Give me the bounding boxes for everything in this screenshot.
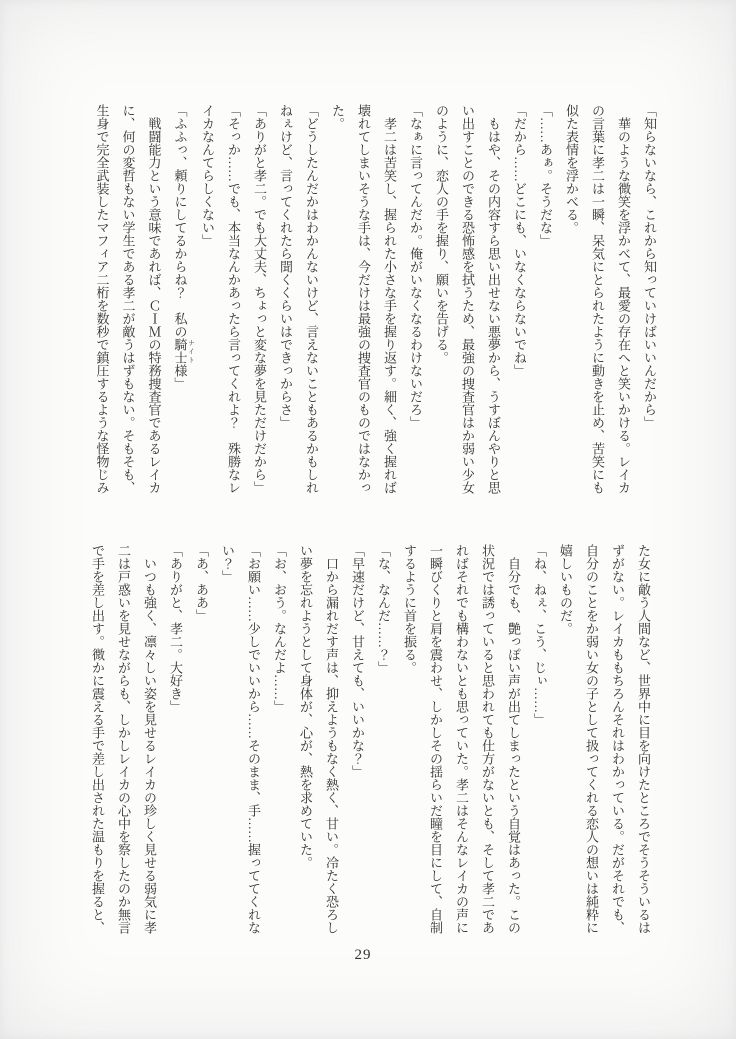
text-line: た。	[330, 104, 345, 130]
text-line: 「知らないなら、これから知っていけばいいんだから」	[642, 104, 657, 429]
text-line: 「なぁに言ってんだか。俺がいなくなるわけないだろ」	[408, 104, 423, 429]
text-line: 「ふふっ、頼りにしてるからね？ 私の騎士 ナイト様」	[172, 104, 194, 390]
text-block-bottom	[84, 544, 656, 940]
text-line: 「だから……どこにも、いなくならないでね」	[512, 104, 527, 377]
text-line: 似た表情を浮かべる。	[564, 104, 579, 234]
text-line: 自分でも、艶っぽい声が出てしまったという自覚はあった。この	[506, 544, 521, 934]
text-line: 嬉しいものだ。	[558, 544, 573, 635]
text-line: 壊れてしまいそうな手は、今だけは最強の捜査官のものではなかっ	[356, 104, 371, 494]
text-line: 口から漏れだす声は、抑えようもなく熱く、甘い。冷たく恐ろし	[324, 544, 339, 934]
text-line: するように首を振る。	[402, 544, 417, 674]
text-line: い出すことのできる恐怖感を拭うため、最強の捜査官はか弱い少女	[460, 104, 475, 494]
text-line: の言葉に孝二は一瞬、呆気にとられたように動きを止め、苦笑にも	[590, 104, 605, 494]
text-line: 生身で完全武装したマフィア二桁を数秒で鎮圧するような怪物じみ	[94, 104, 110, 494]
text-line: 「ありがと孝二。でも大丈夫、ちょっと変な夢を見ただけだから」	[252, 104, 267, 494]
text-line: 「早速だけど、甘えても、いいかな？」	[350, 544, 365, 778]
text-line: 「そっか……でも、本当なんかあったら言ってくれよ？ 殊勝なレ	[226, 104, 241, 494]
text-line: 華のような微笑を浮かべて、最愛の存在へと笑いかける。レイカ	[616, 104, 631, 494]
text-line: い？」	[220, 544, 235, 583]
text-line: ればそれでも構わないとも思っていた。孝二はそんなレイカの声に	[454, 544, 469, 934]
text-line: で手を差し出す。微かに震える手で差し出された温もりを握ると、	[90, 544, 105, 934]
page-number: 29	[354, 947, 372, 963]
text-line: 「どうしたんだかはわかんないけど、言えないこともあるかもしれ	[304, 104, 319, 494]
text-line: た女に敵う人間など、世界中に目を向けたところでそうそういるは	[636, 544, 651, 934]
text-line: のように、恋人の手を握り、願いを告げる。	[434, 104, 449, 364]
text-line: もはや、その内容すら思い出せない悪夢から、うすぼんやりと思	[486, 104, 501, 494]
text-line: 「お願い……少しでいいから……そのまま、手……握っててくれな	[246, 544, 261, 934]
text-line: 「あ、ああ」	[194, 544, 209, 622]
text-line: 「な、なんだ……？」	[376, 544, 391, 674]
text-line: 「ありがと、孝二。大好き」	[168, 544, 183, 713]
text-line: 二は戸惑いを見せながらも、しかしレイカの心中を察したのか無言	[116, 544, 131, 934]
text-line: に、何の変哲もない学生である孝二が敵うはずもない。そもそも、	[120, 104, 136, 494]
text-line: ねぇけど、言ってくれたら聞くくらいはできっからさ」	[278, 104, 293, 429]
text-line: 「お、おう。なんだよ……」	[272, 544, 287, 713]
text-line: ずがない。レイカももちろんそれはわかっている。だがそれでも、	[610, 544, 625, 934]
text-line: 状況では誘っていると思われても仕方がないとも、そして孝二であ	[480, 544, 495, 934]
text-line: い夢を忘れようとして身体が、心が、熱を求めていた。	[298, 544, 313, 869]
text-line: 「……あぁ。そうだな」	[538, 104, 553, 247]
text-line: いつも強く、凛々しい姿を見せるレイカの珍しく見せる弱気に孝	[142, 544, 157, 934]
text-line: 自分のことをか弱い女の子として扱ってくれる恋人の想いは純粋に	[584, 544, 599, 934]
text-line: 孝二は苦笑し、握られた小さな手を握り返す。細く、強く握れば	[382, 104, 397, 494]
text-line: 「ね、ねぇ、こう、じぃ……」	[532, 544, 547, 726]
ruby-annotated-word: 騎士 ナイト	[172, 338, 194, 364]
text-line: 一瞬びくりと肩を震わせ、しかしその揺らいだ瞳を目にして、自制	[428, 544, 443, 934]
text-block-top	[89, 104, 663, 500]
text-line: 戦闘能力という意味であれば、ＣＩＭの特務捜査官であるレイカ	[146, 104, 162, 494]
text-line: イカなんてらしくない」	[200, 104, 215, 247]
